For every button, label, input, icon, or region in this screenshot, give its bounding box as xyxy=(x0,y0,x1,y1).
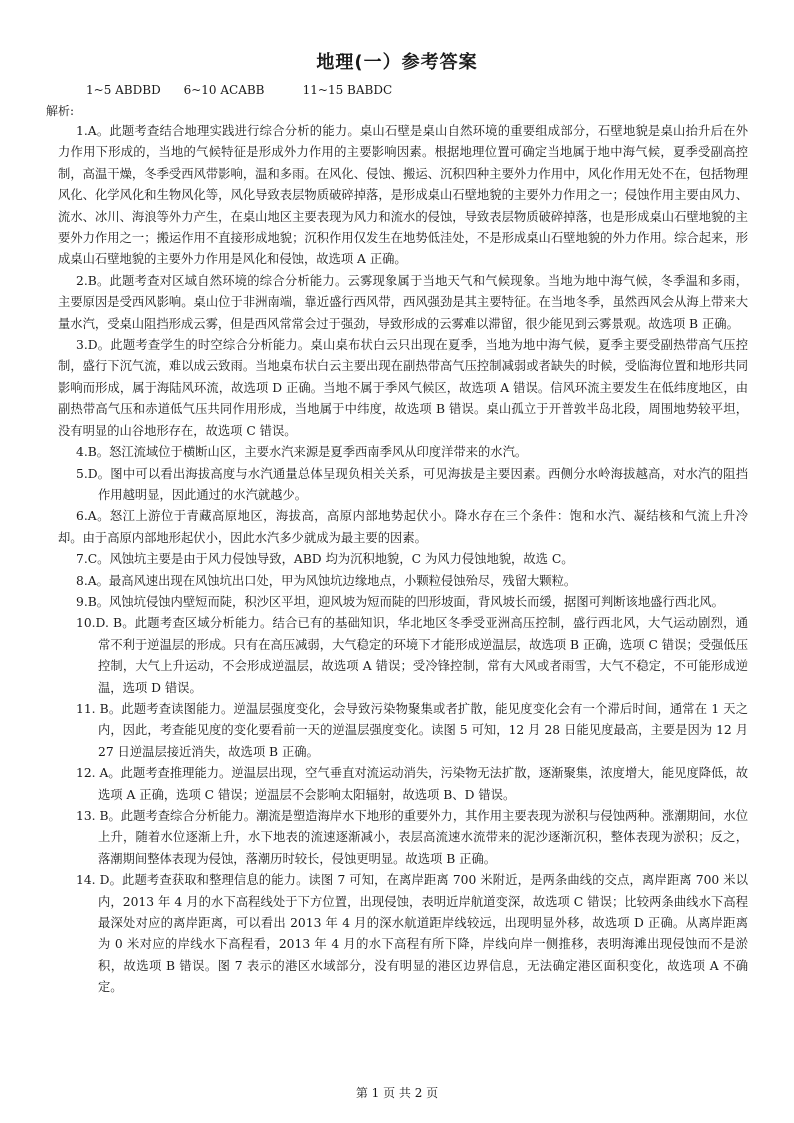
analysis-item-14: 14. D。此题考查获取和整理信息的能力。读图 7 可知，在离岸距离 700 米附近，是两条曲线的交点，离岸距离 700 米以内，2013 年 4 月的水下高程线处于下方位置，出现侵蚀，表明近岸航道变深，故选项 C 错误；比较两条曲线水下高程最深处对应的离岸距离，可以看出 2013 年 4 月的深水航道距岸线较远，出现明显外移，故选项 D 正确。从离岸距离为 0 米对应的岸线水下高程看，2013 年 4 月的水下高程有所下降，岸线向岸一侧推移，表明海滩出现侵蚀而不是淤积，故选项 B 错误。图 7 表示的港区水域部分，没有明显的港区边界信息，无法确定港区面积变化，故选项 A 不确定。 xyxy=(76,873,748,995)
page-title: 地理(一）参考答案 xyxy=(316,52,478,73)
analysis-label: 解析: xyxy=(46,104,75,118)
analysis-item-9: 9.B。风蚀坑侵蚀内壁短而陡，积沙区平坦，迎风坡为短而陡的凹形坡面，背风坡长而缓，据图可判断该地盛行西北风。 xyxy=(76,594,724,609)
analysis-item-3: 3.D。此题考查学生的时空综合分析能力。桌山桌布状白云只出现在夏季，当地为地中海气候，夏季主要受副热带高气压控制，盛行下沉气流，难以成云致雨。当地桌布状白云主要出现在副热带高气压控制减弱或者缺失的时候，受临海位置和地形共同影响而形成，属于海陆风环流，故选项 D 正确。当地不属于季风气候区，故选项 A 错误。信风环流主要发生在低纬度地区，由副热带高气压和赤道低气压共同作用形成，当地属于中纬度，故选项 B 错误。桌山孤立于开普敦半岛北段，周围地势较平坦，没有明显的山谷地形存在，故选项 C 错误。 xyxy=(58,338,748,438)
analysis-item-4: 4.B。怒江流域位于横断山区，主要水汽来源是夏季西南季风从印度洋带来的水汽。 xyxy=(76,445,528,460)
answer-summary-line: 1~5 ABDBD 6~10 ACABB 11~15 BABDC xyxy=(86,83,393,97)
analysis-item-6: 6.A。怒江上游位于青藏高原地区，海拔高，高原内部地势起伏小。降水存在三个条件：饱和水汽、凝结核和气流上升冷却。由于高原内部地形起伏小，因此水汽多少就成为最主要的因素。 xyxy=(58,509,748,545)
analysis-item-12: 12. A。此题考查推理能力。逆温层出现，空气垂直对流运动消失，污染物无法扩散，逐渐聚集，浓度增大，能见度降低，故选项 A 正确，选项 C 错误；逆温层不会影响太阳辐射，故选项 B、D 错误。 xyxy=(76,766,748,802)
analysis-item-10: 10.D. B。此题考查区域分析能力。结合已有的基础知识，华北地区冬季受亚洲高压控制，盛行西北风，大气运动剧烈，通常不利于逆温层的形成。只有在高压减弱，大气稳定的环境下才能形成逆温层，故选项 B 正确，选项 C 错误；受强低压控制，大气上升运动，不会形成逆温层，故选项 A 错误；受冷锋控制，常有大风或者雨雪，大气不稳定，不可能形成逆温，选项 D 错误。 xyxy=(76,616,748,695)
analysis-item-1: 1.A。此题考查结合地理实践进行综合分析的能力。桌山石壁是桌山自然环境的重要组成部分，石壁地貌是桌山抬升后在外力作用下形成的，当地的气候特征是形成外力作用的主要影响因素。根据地理位置可确定当地属于地中海气候，夏季受副高控制，高温干燥，冬季受西风带影响，温和多雨。在风化、侵蚀、搬运、沉积四种主要外力作用中，风化作用无处不在，包括物理风化、化学风化和生物风化等，风化导致表层物质破碎掉落，是形成桌山石壁地貌的主要外力作用之一；侵蚀作用主要由风力、流水、冰川、海浪等外力产生，在桌山地区主要表现为风力和流水的侵蚀，导致表层物质破碎掉落，也是形成桌山石壁地貌的主要外力作用之一；搬运作用不直接形成地貌；沉积作用仅发生在地势低洼处，不是形成桌山石壁地貌的外力作用。综合起来，形成桌山石壁地貌的主要外力作用是风化和侵蚀，故选项 A 正确。 xyxy=(58,124,748,267)
analysis-item-5: 5.D。图中可以看出海拔高度与水汽通量总体呈现负相关关系，可见海拔是主要因素。西侧分水岭海拔越高，对水汽的阻挡作用越明显，因此通过的水汽就越少。 xyxy=(76,466,748,502)
analysis-item-13: 13. B。此题考查综合分析能力。潮流是塑造海岸水下地形的重要外力，其作用主要表现为淤积与侵蚀两种。涨潮期间，水位上升，随着水位逐渐上升，水下地表的流速逐渐减小，表层高流速水流带来的泥沙逐渐沉积，整体表现为淤积；反之，落潮期间整体表现为侵蚀，落潮历时较长，侵蚀更明显。故选项 B 正确。 xyxy=(76,809,748,866)
analysis-body xyxy=(58,121,748,999)
analysis-item-8: 8.A。最高风速出现在风蚀坑出口处，甲为风蚀坑边缘地点，小颗粒侵蚀殆尽，残留大颗粒。 xyxy=(76,573,577,588)
analysis-item-2: 2.B。此题考查对区域自然环境的综合分析能力。云雾现象属于当地天气和气候现象。当地为地中海气候，冬季温和多雨，主要原因是受西风影响。桌山位于非洲南端，靠近盛行西风带，西风强劲是其主要特征。在当地冬季，虽然西风会从海上带来大量水汽，受桌山阻挡形成云雾，但是西风常常会过于强劲，导致形成的云雾难以滞留，很少能见到云雾景观。故选项 B 正确。 xyxy=(58,273,748,331)
analysis-item-7: 7.C。风蚀坑主要是由于风力侵蚀导致，ABD 均为沉积地貌，C 为风力侵蚀地貌，故选 C。 xyxy=(76,552,574,567)
page-footer: 第 1 页 共 2 页 xyxy=(355,1086,439,1100)
analysis-item-11: 11. B。此题考查读图能力。逆温层强度变化，会导致污染物聚集或者扩散，能见度变化会有一个滞后时间，通常在 1 天之内，因此，考查能见度的变化要看前一天的逆温层强度变化。读图 5 可知，12 月 28 日能见度最高，主要是因为 12 月 27 日逆温层接近消失，故选项 B 正确。 xyxy=(76,701,748,759)
